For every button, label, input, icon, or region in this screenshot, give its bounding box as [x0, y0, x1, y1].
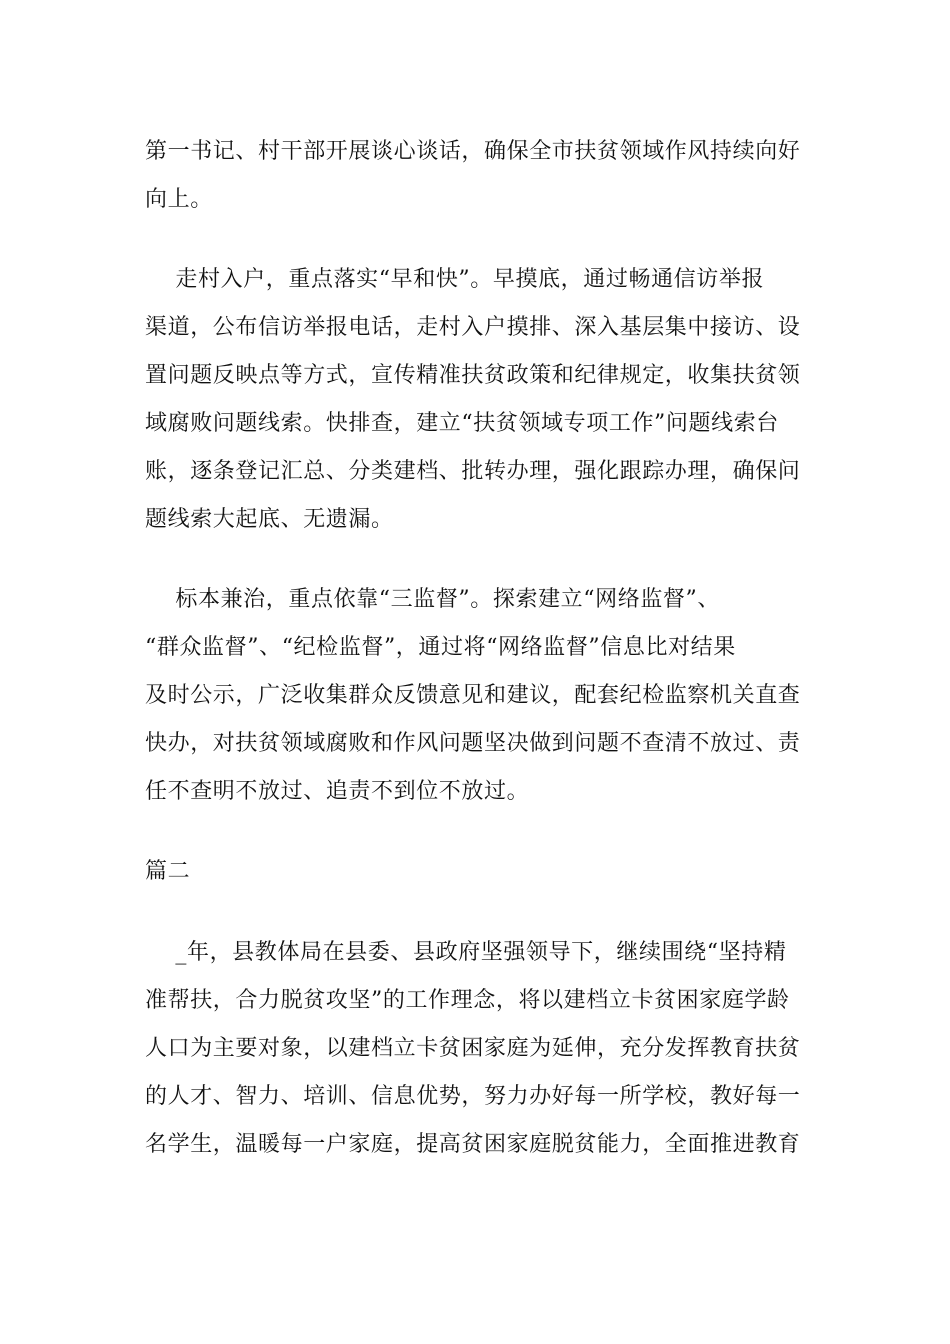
- paragraph-village-visits: 走村入户，重点落实“早和快”。早摸底，通过畅通信访举报 渠道，公布信访举报电话，走村入户摸排、深入基层集中接访、设 置问题反映点等方式，宣传精准扶贫政策和纪律规定，收集扶贫领 域腐败问题线索。快排查，建立“扶贫领域专项工作”问题线索台 账，逐条登记汇总、分类建档、批转办理，强化跟踪办理，确保问 题线索大起底、无遗漏。: [145, 267, 801, 532]
- paragraph-continuation: 第一书记、村干部开展谈心谈话，确保全市扶贫领域作风持续向好 向上。: [145, 139, 801, 212]
- paragraph-supervision: 标本兼治，重点依靠“三监督”。探索建立“网络监督”、 “群众监督”、“纪检监督”，通过将“网络监督”信息比对结果 及时公示，广泛收集群众反馈意见和建议，配套纪检监察机关直查 快办，对扶贫领域腐败和作风问题坚决做到问题不查清不放过、责 任不查明不放过、追责不到位不放过。: [145, 587, 801, 804]
- paragraph-education-bureau: _年，县教体局在县委、县政府坚强领导下，继续围绕“坚持精 准帮扶，合力脱贫攻坚”的工作理念，将以建档立卡贫困家庭学龄 人口为主要对象，以建档立卡贫困家庭为延伸，充分发挥教育扶贫 的人才、智力、培训、信息优势，努力办好每一所学校，教好每一 名学生，温暖每一户家庭，提高贫困家庭脱贫能力，全面推进教育: [145, 940, 801, 1157]
- section-heading: 篇二: [145, 859, 191, 884]
- document-body: [145, 128, 805, 1201]
